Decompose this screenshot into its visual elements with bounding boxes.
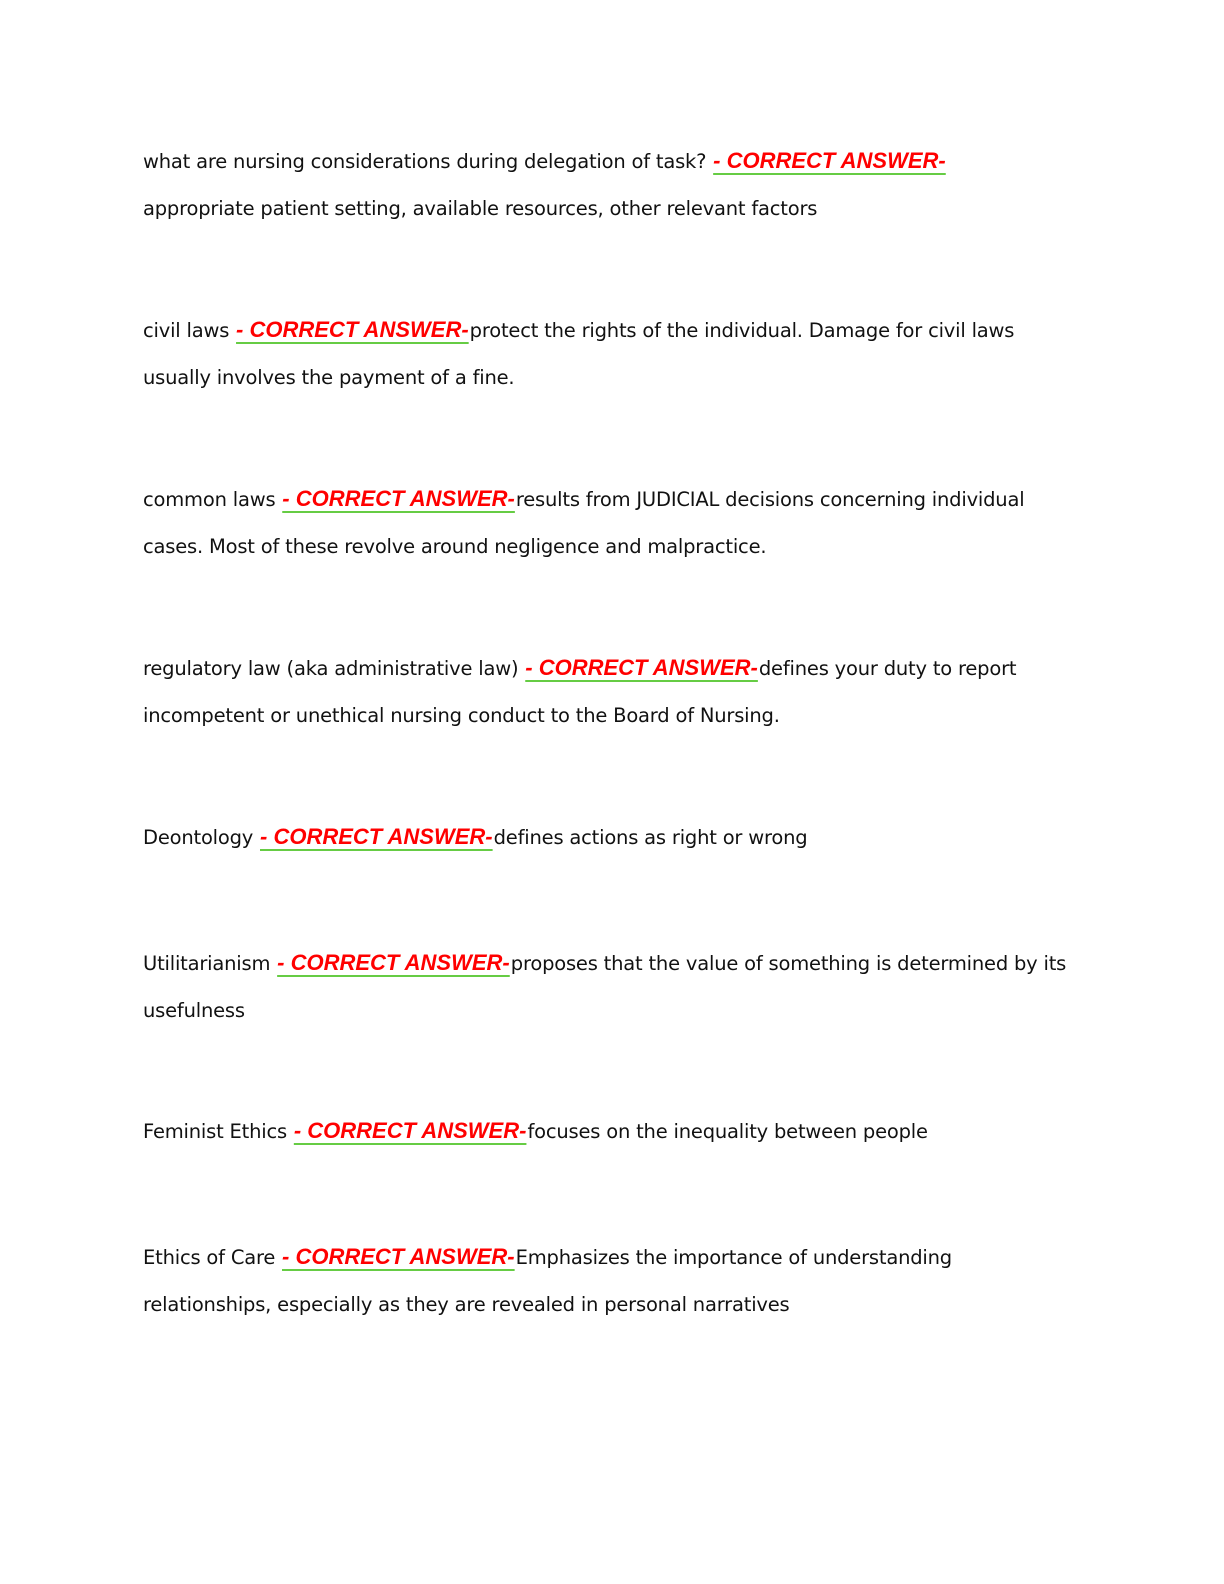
question-term: regulatory law (aka administrative law) [143, 657, 519, 680]
correct-answer-marker: - CORRECT ANSWER- [282, 1244, 515, 1269]
answer-definition: protect the rights of the individual. Damage for civil laws usually involves the payment of a fine. [143, 319, 1015, 389]
answer-definition: defines actions as right or wrong [493, 826, 808, 849]
qa-entry [143, 939, 1083, 1034]
qa-entry [143, 306, 1083, 401]
qa-entry [143, 137, 1083, 232]
question-term: civil laws [143, 319, 230, 342]
correct-answer-marker: - CORRECT ANSWER- [293, 1118, 527, 1143]
question-term: Feminist Ethics [143, 1120, 287, 1143]
question-term: Ethics of Care [143, 1246, 276, 1269]
answer-definition: proposes that the value of something is determined by its usefulness [143, 952, 1067, 1022]
question-term: Deontology [143, 826, 254, 849]
correct-answer-marker: - CORRECT ANSWER- [260, 824, 493, 849]
answer-definition: defines your duty to report incompetent or unethical nursing conduct to the Board of Nursing. [143, 657, 1017, 727]
correct-answer-marker: - CORRECT ANSWER- [236, 317, 469, 342]
correct-answer-marker: - CORRECT ANSWER- [277, 950, 510, 975]
question-term: what are nursing considerations during delegation of task? [143, 150, 707, 173]
qa-entry [143, 475, 1083, 570]
answer-definition: Emphasizes the importance of understanding relationships, especially as they are revealed in personal narratives [143, 1246, 952, 1316]
answer-definition: appropriate patient setting, available resources, other relevant factors [143, 197, 818, 220]
qa-entry [143, 813, 1083, 861]
question-term: Utilitarianism [143, 952, 271, 975]
qa-entry [143, 1107, 1083, 1155]
correct-answer-marker: - CORRECT ANSWER- [282, 486, 515, 511]
correct-answer-marker: - CORRECT ANSWER- [525, 655, 758, 680]
qa-entry [143, 644, 1083, 739]
question-term: common laws [143, 488, 276, 511]
correct-answer-marker: - CORRECT ANSWER- [713, 148, 946, 173]
answer-definition: focuses on the inequality between people [527, 1120, 928, 1143]
answer-definition: results from JUDICIAL decisions concerning individual cases. Most of these revolve around negligence and malpractice. [143, 488, 1025, 558]
qa-entry [143, 1233, 1083, 1328]
